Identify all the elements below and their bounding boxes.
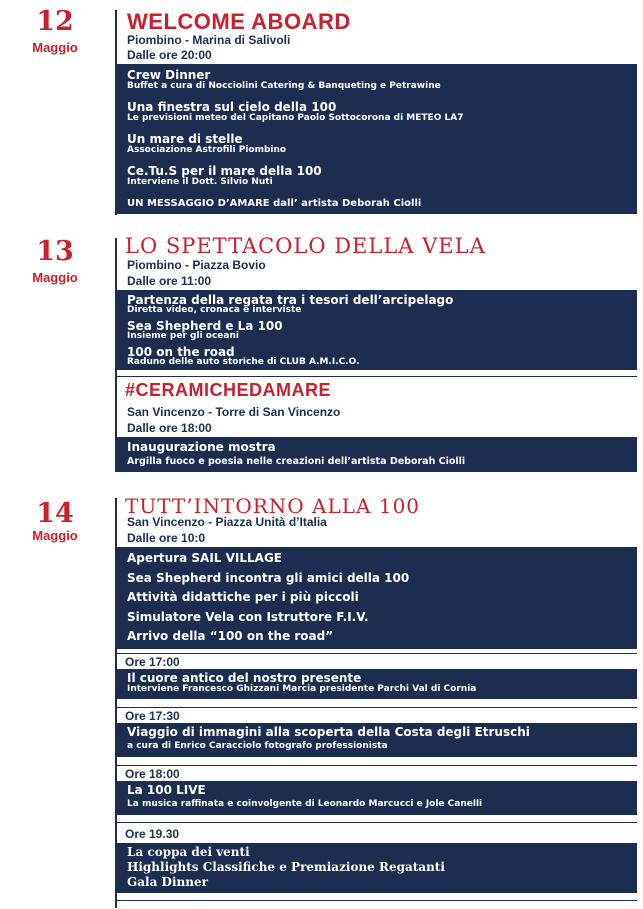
program-item-title: Attività didattiche per i più piccoli xyxy=(127,590,359,604)
slot-time: Ore 17:00 xyxy=(125,655,180,669)
event-time: Dalle ore 10:0 xyxy=(127,531,206,545)
program-item-title: Inaugurazione mostra xyxy=(127,440,276,454)
event-time: Dalle ore 18:00 xyxy=(127,421,212,435)
event-title: WELCOME ABOARD xyxy=(127,9,351,34)
program-item-title: Ce.Tu.S per il mare della 100 xyxy=(127,164,322,178)
program-box xyxy=(117,437,637,472)
slot-time: Ore 17:30 xyxy=(125,709,180,723)
event-title: TUTT’INTORNO ALLA 100 xyxy=(125,494,421,518)
program-box xyxy=(117,781,637,815)
event-location: San Vincenzo - Torre di San Vincenzo xyxy=(127,405,341,419)
day-month: Maggio xyxy=(32,528,78,543)
event-title: #CERAMICHEDAMARE xyxy=(125,380,332,400)
program-item-title: Crew Dinner xyxy=(127,68,211,82)
program-item-subtitle: Argilla fuoco e poesia nelle creazioni dell’artista Deborah Ciolli xyxy=(127,456,466,467)
program-item-title: Partenza della regata tra i tesori dell’arcipelago xyxy=(127,293,454,307)
section-divider xyxy=(117,765,637,766)
program-item-subtitle: Interviene il Dott. Silvio Nuti xyxy=(127,177,273,187)
program-box xyxy=(117,843,637,893)
program-box xyxy=(117,64,637,214)
program-item-subtitle: La musica raffinata e coinvolgente di Leonardo Marcucci e Jole Canelli xyxy=(127,799,483,809)
program-item-title: UN MESSAGGIO D’AMARE dall’ artista Deborah Ciolli xyxy=(127,198,422,209)
program-item-subtitle: Buffet a cura di Nocciolini Catering & Banqueting e Petrawine xyxy=(127,81,441,91)
section-divider xyxy=(117,822,637,823)
program-item-title: Gala Dinner xyxy=(127,875,208,889)
program-item-subtitle: Interviene Francesco Ghizzani Marcia presidente Parchi Val di Cornia xyxy=(127,684,477,694)
event-location: San Vincenzo - Piazza Unità d’Italia xyxy=(127,515,327,529)
program-item-title: Simulatore Vela con Istruttore F.I.V. xyxy=(127,610,369,624)
event-location: Piombino - Piazza Bovio xyxy=(127,258,266,272)
program-item-subtitle: Raduno delle auto storiche di CLUB A.M.I.C.O. xyxy=(127,357,360,367)
day-month: Maggio xyxy=(32,40,78,55)
day-number: 12 xyxy=(36,6,74,37)
program-item-title: Viaggio di immagini alla scoperta della Costa degli Etruschi xyxy=(127,725,530,739)
program-item-title: Apertura SAIL VILLAGE xyxy=(127,551,283,565)
program-item-subtitle: Insieme per gli oceani xyxy=(127,331,239,341)
program-box xyxy=(117,669,637,699)
program-item-title: Il cuore antico del nostro presente xyxy=(127,671,362,685)
program-item-title: Sea Shepherd e La 100 xyxy=(127,319,283,333)
program-item-subtitle: Associazione Astrofili Piombino xyxy=(127,145,287,155)
program-item-subtitle: Diretta video, cronaca e interviste xyxy=(127,305,302,315)
program-item-title: Highlights Classifiche e Premiazione Regatanti xyxy=(127,860,445,874)
day-month: Maggio xyxy=(32,270,78,285)
program-box xyxy=(117,547,637,649)
section-divider xyxy=(117,653,637,654)
program-item-title: Un mare di stelle xyxy=(127,132,243,146)
slot-time: Ore 19.30 xyxy=(125,827,180,841)
program-item-title: Arrivo della “100 on the road” xyxy=(127,629,334,643)
program-item-title: Sea Shepherd incontra gli amici della 100 xyxy=(127,571,410,585)
program-item-title: Una finestra sul cielo della 100 xyxy=(127,100,337,114)
event-location: Piombino - Marina di Salivoli xyxy=(127,33,291,47)
section-divider xyxy=(117,707,637,708)
program-box xyxy=(117,723,637,757)
slot-time: Ore 18:00 xyxy=(125,767,180,781)
program-item-subtitle: Le previsioni meteo del Capitano Paolo Sottocorona di METEO LA7 xyxy=(127,113,464,123)
program-box xyxy=(117,290,637,370)
day-number: 13 xyxy=(36,236,74,267)
program-item-title: La 100 LIVE xyxy=(127,783,206,797)
event-time: Dalle ore 11:00 xyxy=(127,274,212,288)
program-item-title: 100 on the road xyxy=(127,345,235,359)
event-time: Dalle ore 20:00 xyxy=(127,48,212,62)
event-title: LO SPETTACOLO DELLA VELA xyxy=(125,234,486,258)
program-item-title: La coppa dei venti xyxy=(127,845,250,859)
day-number: 14 xyxy=(36,498,74,529)
section-divider xyxy=(117,376,637,377)
section-divider xyxy=(117,900,637,901)
program-item-subtitle: a cura di Enrico Caracciolo fotografo professionista xyxy=(127,741,388,751)
